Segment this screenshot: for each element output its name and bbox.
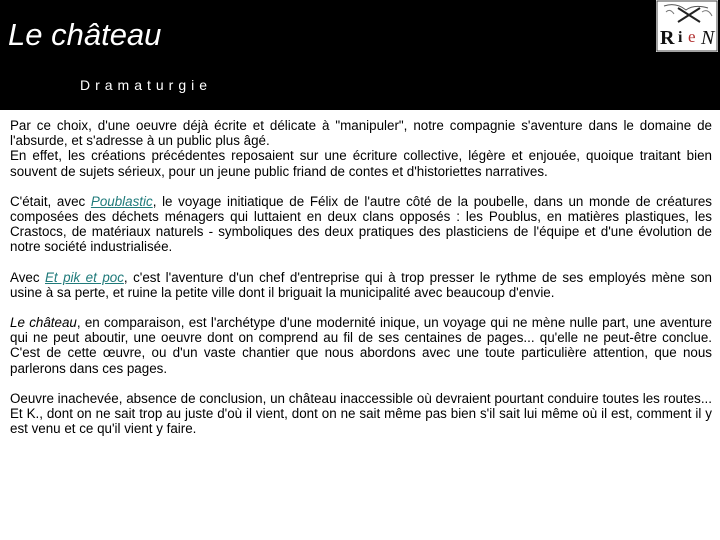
paragraph [10, 194, 712, 255]
text-span: Avec [10, 269, 45, 285]
et-pik-et-poc-link[interactable]: Et pik et poc [45, 269, 124, 285]
paragraph: Par ce choix, d'une oeuvre déjà écrite et délicate à "manipuler", notre compagnie s'aventure dans le domaine de l'absurde, et s'adresse à un public plus âgé. [10, 118, 712, 149]
logo-graphic [656, 0, 718, 52]
paragraph [10, 270, 712, 300]
svg-text:e: e [688, 27, 696, 46]
main-text [10, 118, 712, 436]
paragraph: En effet, les créations précédentes reposaient sur une écriture collective, légère et enjouée, quoique traitant bien souvent de sujets sérieux, pour un jeune public friand de contes et d'historiettes narratives. [10, 148, 712, 179]
work-title: Le château [10, 315, 77, 331]
svg-text:i: i [678, 29, 683, 46]
text-span: C'était, avec [10, 193, 91, 209]
svg-text:R: R [660, 27, 675, 49]
poublastic-link[interactable]: Poublastic [90, 193, 153, 209]
svg-text:N: N [701, 27, 715, 49]
text-span: , c'est l'aventure d'un chef d'entreprise qui à trop presser le rythme de ses employés mène son usine à sa perte, et ruine la petite ville dont il briguait la municipalité avec beaucoup d'envie. [10, 269, 712, 300]
company-logo [656, 0, 718, 52]
page-title: Le château [8, 17, 162, 52]
text-span: , en comparaison, est l'archétype d'une modernité inique, un voyage qui ne mène nulle part, une aventure qui ne peut aboutir, une oeuvre dont on comprend au fil de ses centaines de pages... qu'elle ne peut-être conclue. C'est de cette œuvre, ou d'un vaste chantier que nous abordons avec une toute particulière attention, que nous parlerons dans ces pages. [10, 315, 712, 376]
header-banner [0, 0, 720, 110]
paragraph [10, 315, 712, 376]
text-span: , le voyage initiatique de Félix de l'autre côté de la poubelle, dans un monde de créatures composées des déchets ménagers qui luttaient en deux clans opposés : les Poublus, en matières plastiques, les Crastocs, de matériaux naturels - symboliques des deux pratiques des plasticiens de l'équipe et d'une évolution de notre société industrialisée. [10, 193, 713, 255]
paragraph: Oeuvre inachevée, absence de conclusion, un château inaccessible où devraient pourtant conduire toutes les routes... Et K., dont on ne sait trop au juste d'où il vient, dont on ne sait même pas bien s'il sait lui même où il est, comment il y est venu et ce qu'il vient y faire. [10, 390, 712, 437]
page-subtitle: Dramaturgie [80, 77, 213, 93]
